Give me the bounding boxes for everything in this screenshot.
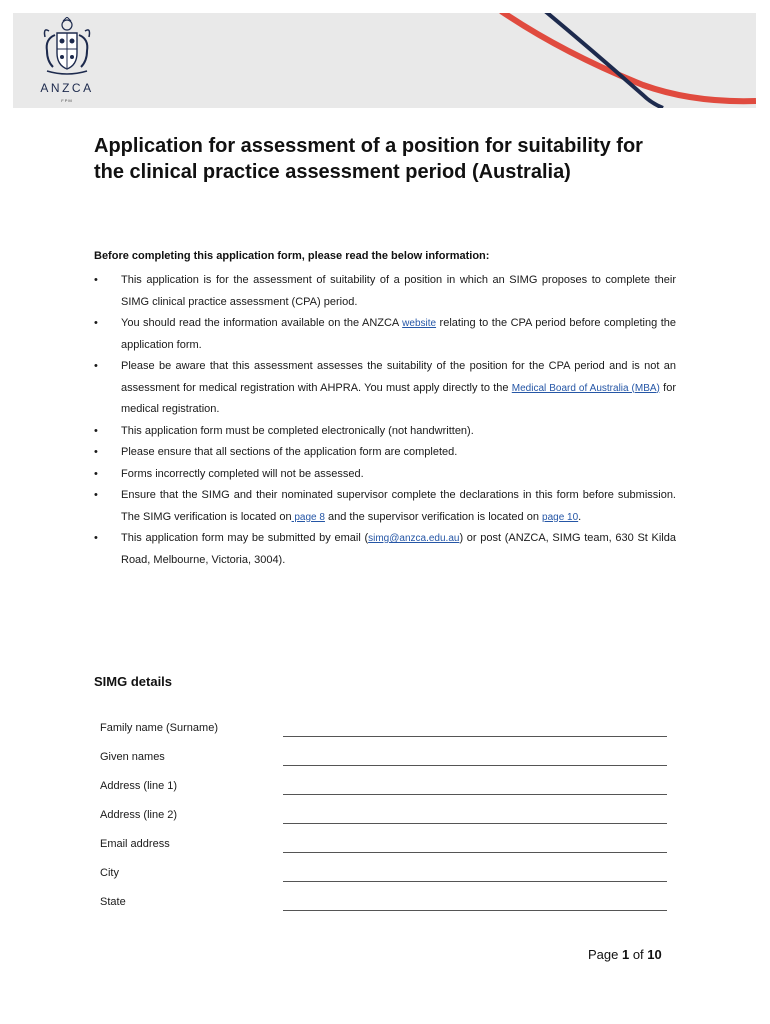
list-item-text: This application form must be completed electronically (not handwritten).: [121, 424, 474, 437]
city-field[interactable]: [283, 881, 667, 882]
bullet-icon: •: [94, 446, 98, 458]
list-item-text: You should read the information available on the ANZCA: [121, 317, 403, 329]
website-link[interactable]: website: [402, 318, 437, 329]
field-label: Address (line 1): [100, 780, 178, 792]
list-item-text: Please be aware that this assessment assesses the suitability of the position for the CPA period and is not an assessment for medical registration with AHPRA. You must apply directly to the: [121, 360, 676, 394]
email-link[interactable]: simg@anzca.edu.au: [368, 533, 460, 544]
email-row: [100, 838, 667, 860]
page-8-link[interactable]: page 8: [291, 511, 325, 523]
list-item: [94, 270, 676, 313]
field-label: Email address: [100, 838, 170, 850]
state-row: [100, 896, 667, 918]
list-item: [94, 313, 676, 356]
page-number: [588, 947, 662, 962]
header-band: [13, 13, 756, 108]
list-item-text: Please ensure that all sections of the application form are completed.: [121, 446, 458, 458]
bullet-icon: •: [94, 489, 98, 501]
logo-text: ANZCA: [40, 81, 94, 95]
address-line-2-row: [100, 809, 667, 831]
bullet-icon: •: [94, 274, 98, 286]
list-item: [94, 464, 676, 486]
crest-icon: [33, 17, 101, 79]
instruction-list: [94, 270, 676, 571]
field-label: Family name (Surname): [100, 722, 218, 734]
list-item-text: Forms incorrectly completed will not be assessed.: [121, 467, 364, 480]
list-item: [94, 528, 676, 571]
state-field[interactable]: [283, 910, 667, 911]
page-total: 10: [647, 947, 662, 962]
address-line-2-field[interactable]: [283, 823, 667, 824]
mba-link[interactable]: Medical Board of Australia (MBA): [511, 382, 660, 394]
list-item-text: ) or post (ANZCA, SIMG team, 630 St Kilda Road, Melbourne, Victoria, 3004).: [121, 532, 676, 566]
bullet-icon: •: [94, 467, 98, 480]
given-names-field[interactable]: [283, 765, 667, 766]
intro-text: Before completing this application form, please read the below information:: [94, 250, 490, 262]
section-title: SIMG details: [94, 674, 173, 689]
bullet-icon: •: [94, 424, 98, 437]
page-title: Application for assessment of a position for suitability for the clinical practice assessment period (Australia): [94, 135, 643, 183]
page-current: 1: [621, 947, 630, 962]
list-item-text: This application is for the assessment of suitability of a position in which an SIMG proposes to complete their SIMG clinical practice assessment (CPA) period.: [121, 274, 676, 308]
anzca-logo: [33, 17, 101, 103]
list-item-text: Ensure that the SIMG and their nominated supervisor complete the declarations in this form before submission. The SIMG verification is located on: [121, 489, 676, 523]
page-sep: of: [629, 947, 648, 962]
bullet-icon: •: [94, 317, 98, 329]
list-item: [94, 442, 676, 464]
family-name-field[interactable]: [283, 736, 667, 737]
list-item: [94, 356, 676, 421]
page-prefix: Page: [588, 947, 622, 962]
address-line-1-field[interactable]: [283, 794, 667, 795]
city-row: [100, 867, 667, 889]
logo-subtext: FPM: [61, 98, 73, 103]
field-label: Address (line 2): [100, 809, 178, 821]
family-name-row: [100, 722, 667, 744]
list-item: [94, 421, 676, 443]
address-line-1-row: [100, 780, 667, 802]
list-item-text: .: [578, 510, 582, 523]
page-10-link[interactable]: page 10: [542, 511, 579, 523]
given-names-row: [100, 751, 667, 773]
list-item-text: for medical registration.: [121, 381, 676, 415]
list-item-text: This application form may be submitted by email (: [121, 532, 369, 544]
list-item: [94, 485, 676, 528]
email-field[interactable]: [283, 852, 667, 853]
list-item-text: relating to the CPA period before completing the application form.: [121, 317, 676, 351]
list-item-text: and the supervisor verification is located on: [324, 510, 543, 523]
field-label: State: [100, 896, 126, 908]
bullet-icon: •: [94, 360, 98, 372]
field-label: Given names: [100, 751, 165, 763]
field-label: City: [100, 867, 119, 879]
bullet-icon: •: [94, 532, 98, 544]
header-swoosh-graphic: [493, 13, 756, 108]
